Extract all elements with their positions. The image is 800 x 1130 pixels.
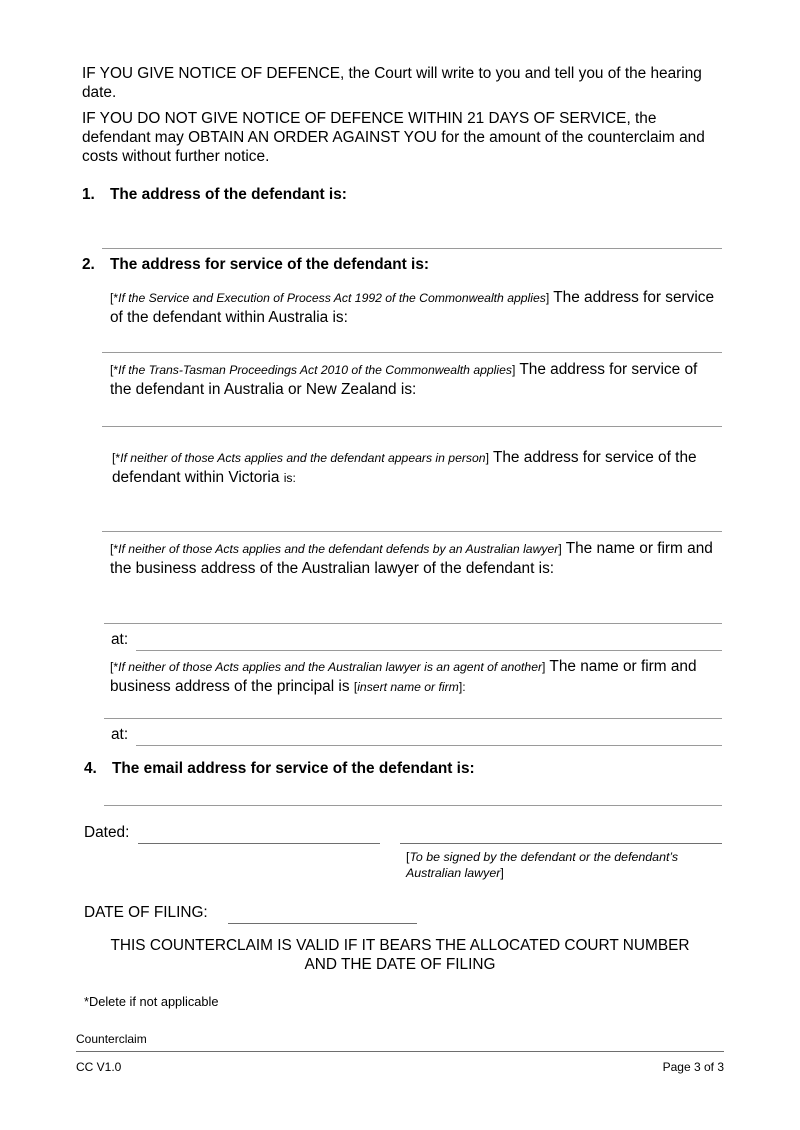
section-4-title: The email address for service of the defendant is: xyxy=(112,760,475,777)
principal-name-line[interactable] xyxy=(104,718,722,719)
email-address-line[interactable] xyxy=(104,805,722,806)
option-agent-principal: [*If neither of those Acts applies and the Australian lawyer is an agent of another] The name or firm and business address of the principal is [insert name or firm]: xyxy=(110,658,697,695)
option-service-execution-act: [*If the Service and Execution of Process Act 1992 of the Commonwealth applies] The address for service of the defendant within Australia is: xyxy=(110,289,715,326)
signature-line[interactable] xyxy=(400,843,722,844)
footer-title: Counterclaim xyxy=(76,1032,147,1046)
at-label-principal: at: xyxy=(111,726,129,743)
signature-note: [To be signed by the defendant or the defendant’s Australian lawyer] xyxy=(406,850,679,880)
dated-label: Dated: xyxy=(84,824,130,841)
option-trans-tasman-act: [*If the Trans-Tasman Proceedings Act 2010 of the Commonwealth applies] The address for service of the defendant in Australia or New Zealand is: xyxy=(110,361,698,398)
section-2-title: The address for service of the defendant is: xyxy=(110,256,430,273)
section-2-number: 2. xyxy=(82,256,95,273)
section-1-title: The address of the defendant is: xyxy=(110,186,347,203)
section-1-number: 1. xyxy=(82,186,95,203)
validity-line-1: THIS COUNTERCLAIM IS VALID IF IT BEARS THE ALLOCATED COURT NUMBER xyxy=(110,937,690,954)
dated-line[interactable] xyxy=(138,843,380,844)
footer-page-number: Page 3 of 3 xyxy=(662,1060,724,1074)
delete-note: *Delete if not applicable xyxy=(84,994,219,1009)
notice-paragraph-1: IF YOU GIVE NOTICE OF DEFENCE, the Court will write to you and tell you of the hearing date. xyxy=(82,65,702,101)
footer-divider xyxy=(76,1051,724,1052)
defendant-address-line[interactable] xyxy=(102,248,722,249)
lawyer-address-line[interactable] xyxy=(136,650,722,651)
at-label-lawyer: at: xyxy=(111,631,129,648)
filing-date-line[interactable] xyxy=(228,923,417,924)
filing-label: DATE OF FILING: xyxy=(84,904,208,921)
notice-paragraph-2: IF YOU DO NOT GIVE NOTICE OF DEFENCE WITHIN 21 DAYS OF SERVICE, the defendant may OBTAIN AN ORDER AGAINST YOU for the amount of the counterclaim and costs without further notice. xyxy=(82,110,705,165)
address-within-australia-line[interactable] xyxy=(102,352,722,353)
address-within-victoria-line[interactable] xyxy=(102,531,722,532)
footer-version: CC V1.0 xyxy=(76,1060,122,1074)
address-aus-nz-line[interactable] xyxy=(102,426,722,427)
section-4-number: 4. xyxy=(84,760,97,777)
lawyer-name-line[interactable] xyxy=(104,623,722,624)
option-australian-lawyer: [*If neither of those Acts applies and the defendant defends by an Australian lawyer] The name or firm and the business address of the Australian lawyer of the defendant is: xyxy=(110,540,713,577)
validity-line-2: AND THE DATE OF FILING xyxy=(304,956,496,973)
option-appears-in-person: [*If neither of those Acts applies and the defendant appears in person] The address for service of the defendant within Victoria is: xyxy=(112,449,697,486)
principal-address-line[interactable] xyxy=(136,745,722,746)
